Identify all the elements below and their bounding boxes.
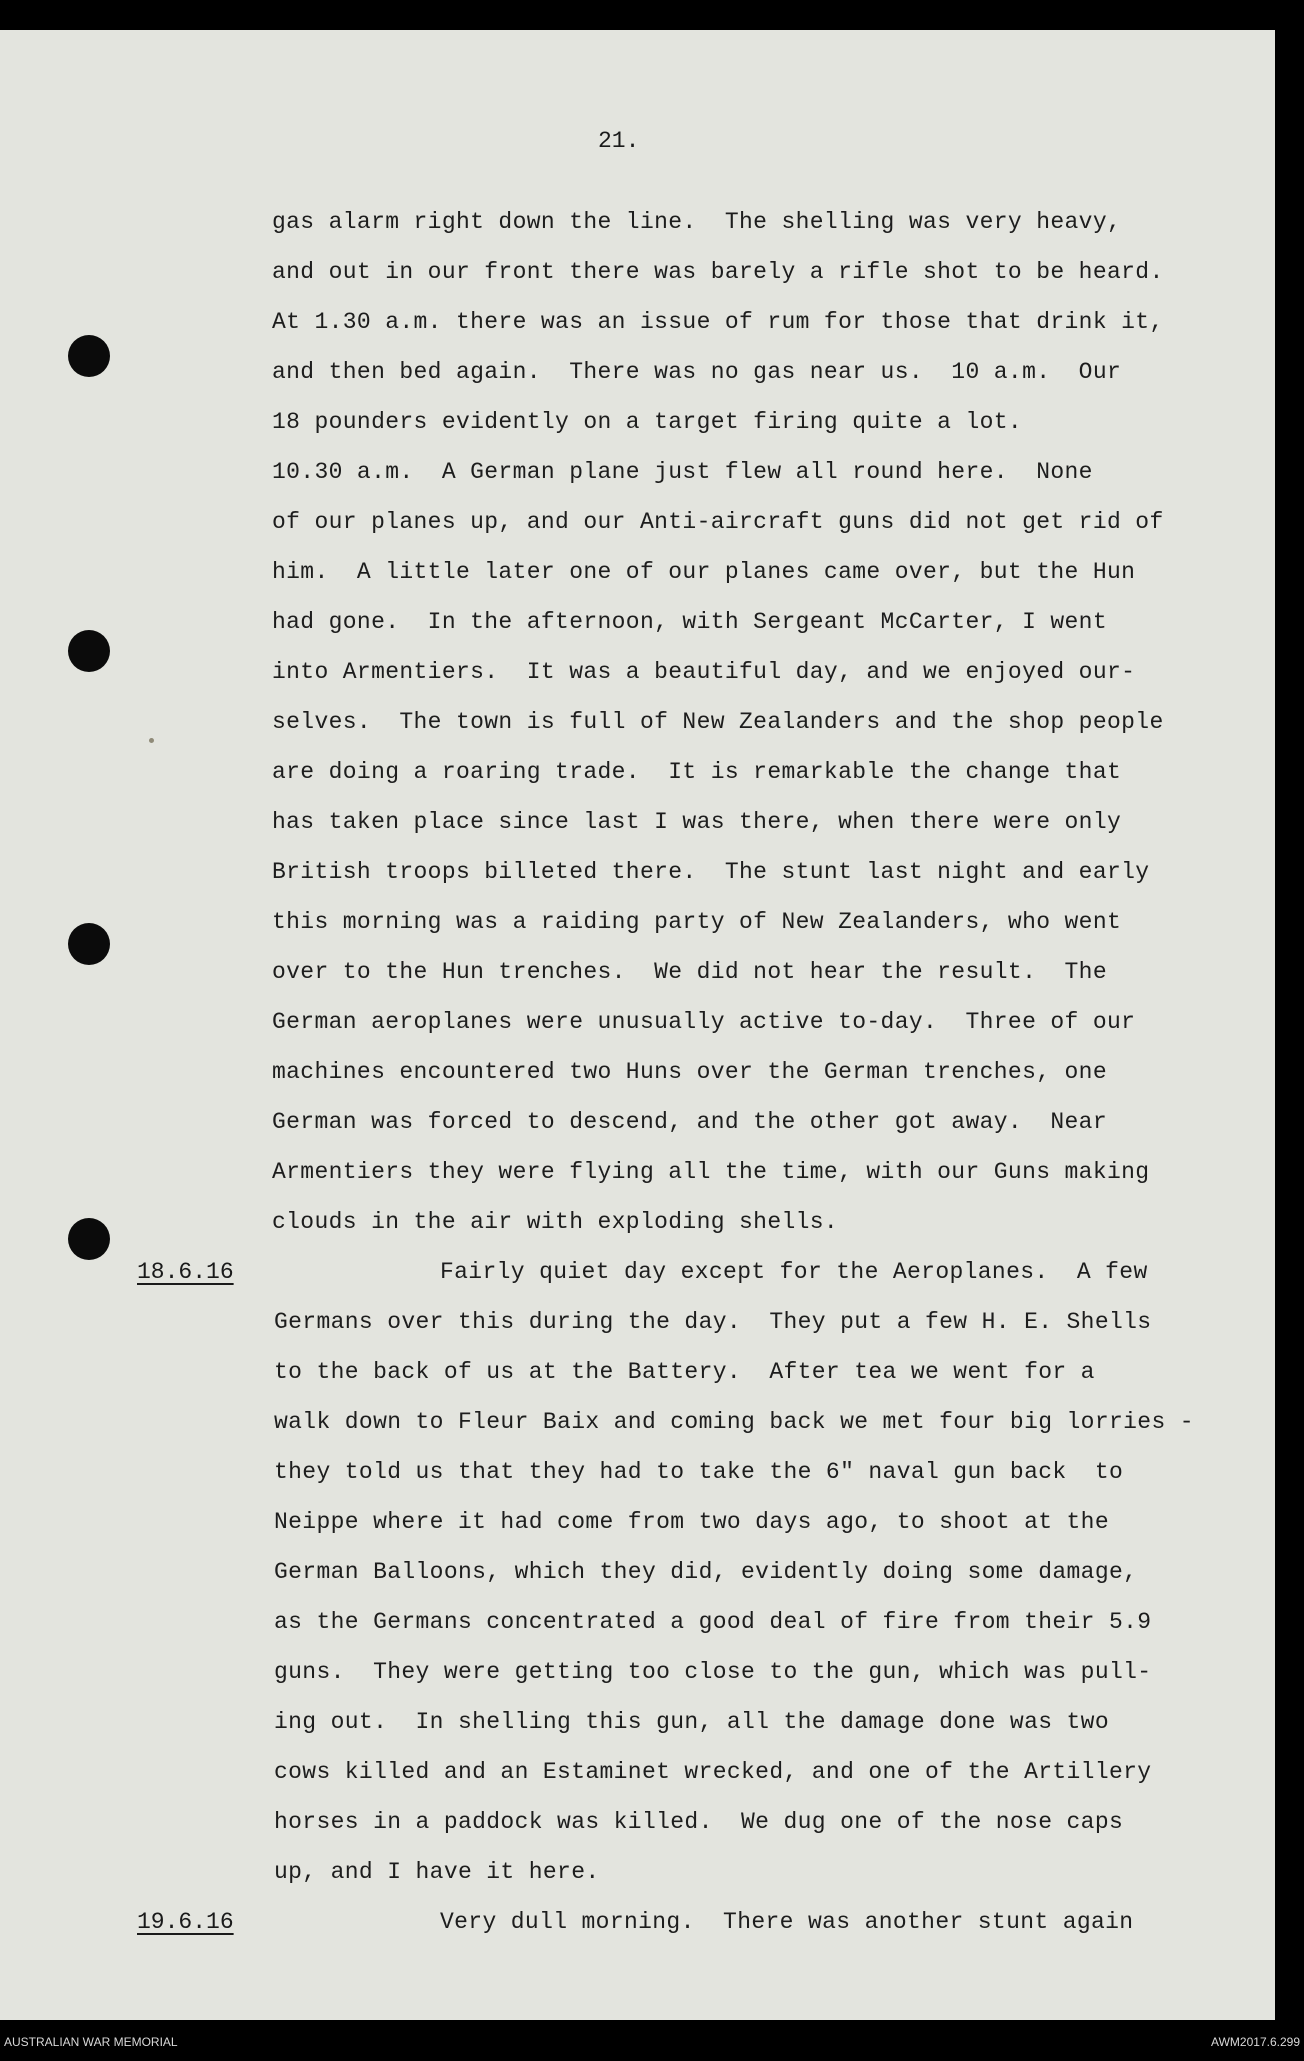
entry-date: 19.6.16 (137, 1909, 234, 1935)
text-line: At 1.30 a.m. there was an issue of rum for those that drink it, (272, 309, 1164, 335)
text-line: clouds in the air with exploding shells. (272, 1209, 839, 1235)
punch-hole (68, 630, 110, 672)
text-line: gas alarm right down the line. The shelling was very heavy, (272, 209, 1122, 235)
text-line: walk down to Fleur Baix and coming back we met four big lorries - (274, 1409, 1194, 1435)
text-line: German Balloons, which they did, evidently doing some damage, (274, 1559, 1138, 1585)
text-line: as the Germans concentrated a good deal of fire from their 5.9 (274, 1609, 1152, 1635)
text-line: guns. They were getting too close to the gun, which was pull- (274, 1659, 1152, 1685)
text-line: over to the Hun trenches. We did not hear the result. The (272, 959, 1107, 985)
text-line: are doing a roaring trade. It is remarkable the change that (272, 759, 1122, 785)
text-line: had gone. In the afternoon, with Sergeant McCarter, I went (272, 609, 1107, 635)
punch-hole (68, 923, 110, 965)
entry-date: 18.6.16 (137, 1259, 234, 1285)
text-line: German aeroplanes were unusually active to-day. Three of our (272, 1009, 1136, 1035)
text-line: 18 pounders evidently on a target firing quite a lot. (272, 409, 1023, 435)
text-line: German was forced to descend, and the other got away. Near (272, 1109, 1107, 1135)
page-number: 21. (598, 128, 640, 154)
text-line: Neippe where it had come from two days ago, to shoot at the (274, 1509, 1109, 1535)
text-line: Germans over this during the day. They put a few H. E. Shells (274, 1309, 1152, 1335)
text-line: ing out. In shelling this gun, all the damage done was two (274, 1709, 1109, 1735)
punch-hole (68, 335, 110, 377)
paper-speck (149, 738, 154, 743)
text-line: they told us that they had to take the 6" naval gun back to (274, 1459, 1124, 1485)
text-line: Very dull morning. There was another stunt again (440, 1909, 1134, 1935)
text-line: him. A little later one of our planes came over, but the Hun (272, 559, 1136, 585)
text-line: 10.30 a.m. A German plane just flew all round here. None (272, 459, 1093, 485)
archive-reference: AWM2017.6.299 (1211, 2035, 1300, 2049)
text-line: into Armentiers. It was a beautiful day, and we enjoyed our- (272, 659, 1136, 685)
text-line: of our planes up, and our Anti-aircraft guns did not get rid of (272, 509, 1164, 535)
text-line: up, and I have it here. (274, 1859, 600, 1885)
text-line: to the back of us at the Battery. After tea we went for a (274, 1359, 1095, 1385)
text-line: this morning was a raiding party of New Zealanders, who went (272, 909, 1122, 935)
text-line: British troops billeted there. The stunt last night and early (272, 859, 1150, 885)
archive-credit: AUSTRALIAN WAR MEMORIAL (4, 2035, 178, 2049)
text-line: Armentiers they were flying all the time, with our Guns making (272, 1159, 1150, 1185)
text-line: Fairly quiet day except for the Aeroplanes. A few (440, 1259, 1148, 1285)
text-line: has taken place since last I was there, when there were only (272, 809, 1122, 835)
text-line: horses in a paddock was killed. We dug one of the nose caps (274, 1809, 1124, 1835)
text-line: selves. The town is full of New Zealanders and the shop people (272, 709, 1164, 735)
text-line: cows killed and an Estaminet wrecked, and one of the Artillery (274, 1759, 1152, 1785)
text-line: and then bed again. There was no gas near us. 10 a.m. Our (272, 359, 1122, 385)
punch-hole (68, 1218, 110, 1260)
text-line: machines encountered two Huns over the German trenches, one (272, 1059, 1107, 1085)
text-line: and out in our front there was barely a rifle shot to be heard. (272, 259, 1164, 285)
